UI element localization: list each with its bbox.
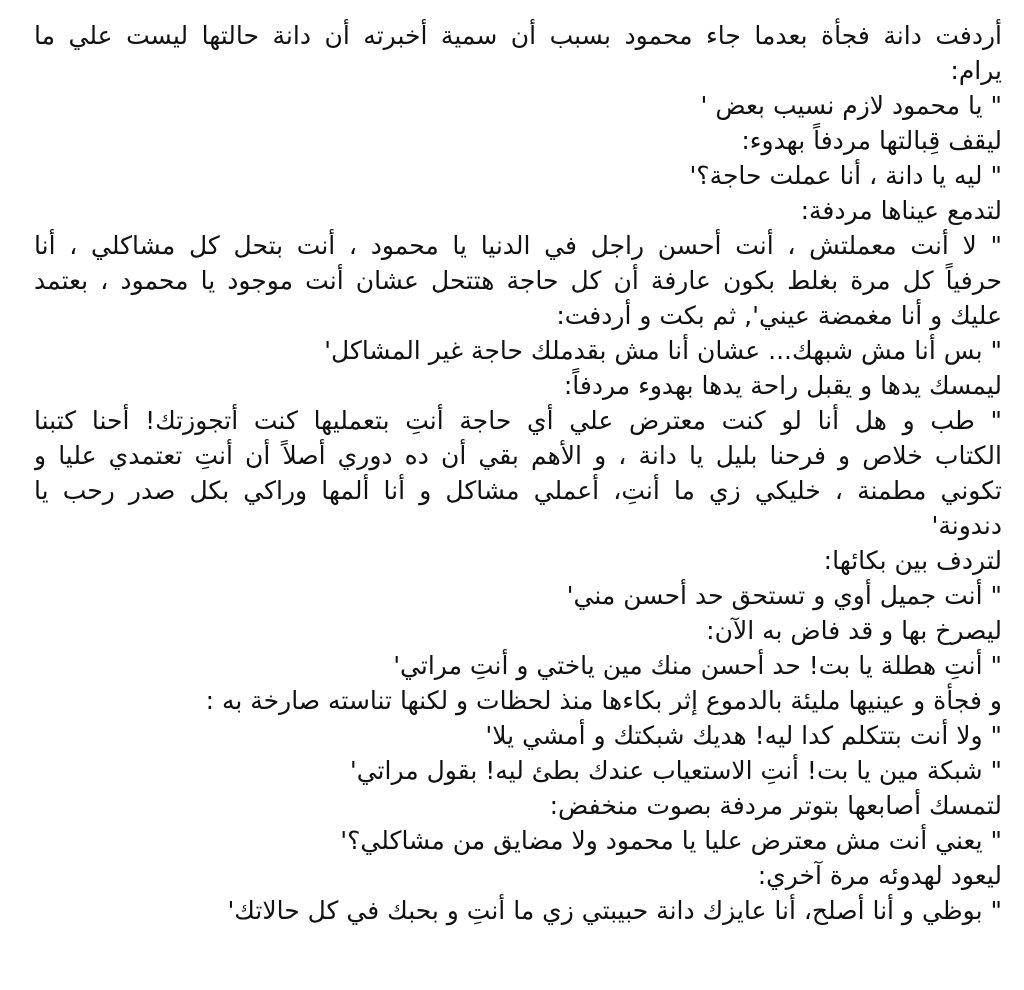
- text-line-3: " يا محمود لازم نسيب بعض ': [700, 91, 1002, 120]
- text-line-10: " بس أنا مش شبهك... عشان أنا مش بقدملك حاجة غير المشاكل': [324, 336, 1002, 365]
- text-line-9: عليك و أنا مغمضة عيني', ثم بكت و أردفت:: [556, 301, 1002, 330]
- text-line-4: ليقف قِبالتها مردفاً بهدوء:: [741, 126, 1002, 155]
- text-line-13: الكتاب خلاص و فرحنا بليل يا دانة ، و الأهم بقي أن ده دوري أصلاً أن أنتِ تعتمدي عليا و: [34, 441, 1002, 470]
- text-line-12: " طب و هل أنا لو كنت معترض علي أي حاجة أنتِ بتعمليها كنت أتجوزتك! أحنا كتبنا: [34, 406, 1002, 435]
- text-line-19: " أنتِ هطلة يا بت! حد أحسن منك مين ياختي و أنتِ مراتي': [393, 651, 1002, 680]
- text-line-23: لتمسك أصابعها بتوتر مردفة بصوت منخفض:: [549, 791, 1002, 820]
- text-line-5: " ليه يا دانة ، أنا عملت حاجة؟': [689, 161, 1002, 190]
- text-line-24: " يعني أنت مش معترض عليا يا محمود ولا مضايق من مشاكلي؟': [340, 826, 1002, 855]
- text-line-20: و فجأة و عينيها مليئة بالدموع إثر بكاءها منذ لحظات و لكنها تناسته صارخة به :: [205, 686, 1002, 715]
- text-line-8: حرفياً كل مرة بغلط بكون عارفة أن كل حاجة هتتحل عشان أنت موجود يا محمود ، بعتمد: [34, 266, 1002, 295]
- text-line-11: ليمسك يدها و يقبل راحة يدها بهدوء مردفاً:: [563, 371, 1002, 400]
- text-line-21: " ولا أنت بتتكلم كدا ليه! هديك شبكتك و أمشي يلا': [485, 721, 1002, 750]
- text-line-15: دندونة': [931, 511, 1002, 540]
- text-line-14: تكوني مطمنة ، خليكي زي ما أنتِ، أعملي مشاكل و أنا ألمها وراكي بكل صدر رحب يا: [34, 476, 1002, 505]
- text-line-6: لتدمع عيناها مردفة:: [800, 196, 1002, 225]
- text-line-17: " أنت جميل أوي و تستحق حد أحسن مني': [566, 581, 1002, 610]
- text-line-22: " شبكة مين يا بت! أنتِ الاستعياب عندك بطئ ليه! بقول مراتي': [349, 756, 1002, 785]
- text-line-2: يرام:: [950, 56, 1002, 85]
- text-line-18: ليصرخ بها و قد فاض به الآن:: [706, 616, 1002, 645]
- text-line-25: ليعود لهدوئه مرة آخري:: [757, 861, 1002, 890]
- text-line-16: لتردف بين بكائها:: [823, 546, 1002, 575]
- text-line-1: أردفت دانة فجأة بعدما جاء محمود بسبب أن سمية أخبرته أن دانة حالتها ليست علي ما: [34, 21, 1002, 50]
- text-line-7: " لا أنت معملتش ، أنت أحسن راجل في الدنيا يا محمود ، أنت بتحل كل مشاكلي ، أنا: [34, 231, 1002, 260]
- text-line-26: " بوظي و أنا أصلح، أنا عايزك دانة حبيبتي زي ما أنتِ و بحبك في كل حالاتك': [227, 896, 1002, 925]
